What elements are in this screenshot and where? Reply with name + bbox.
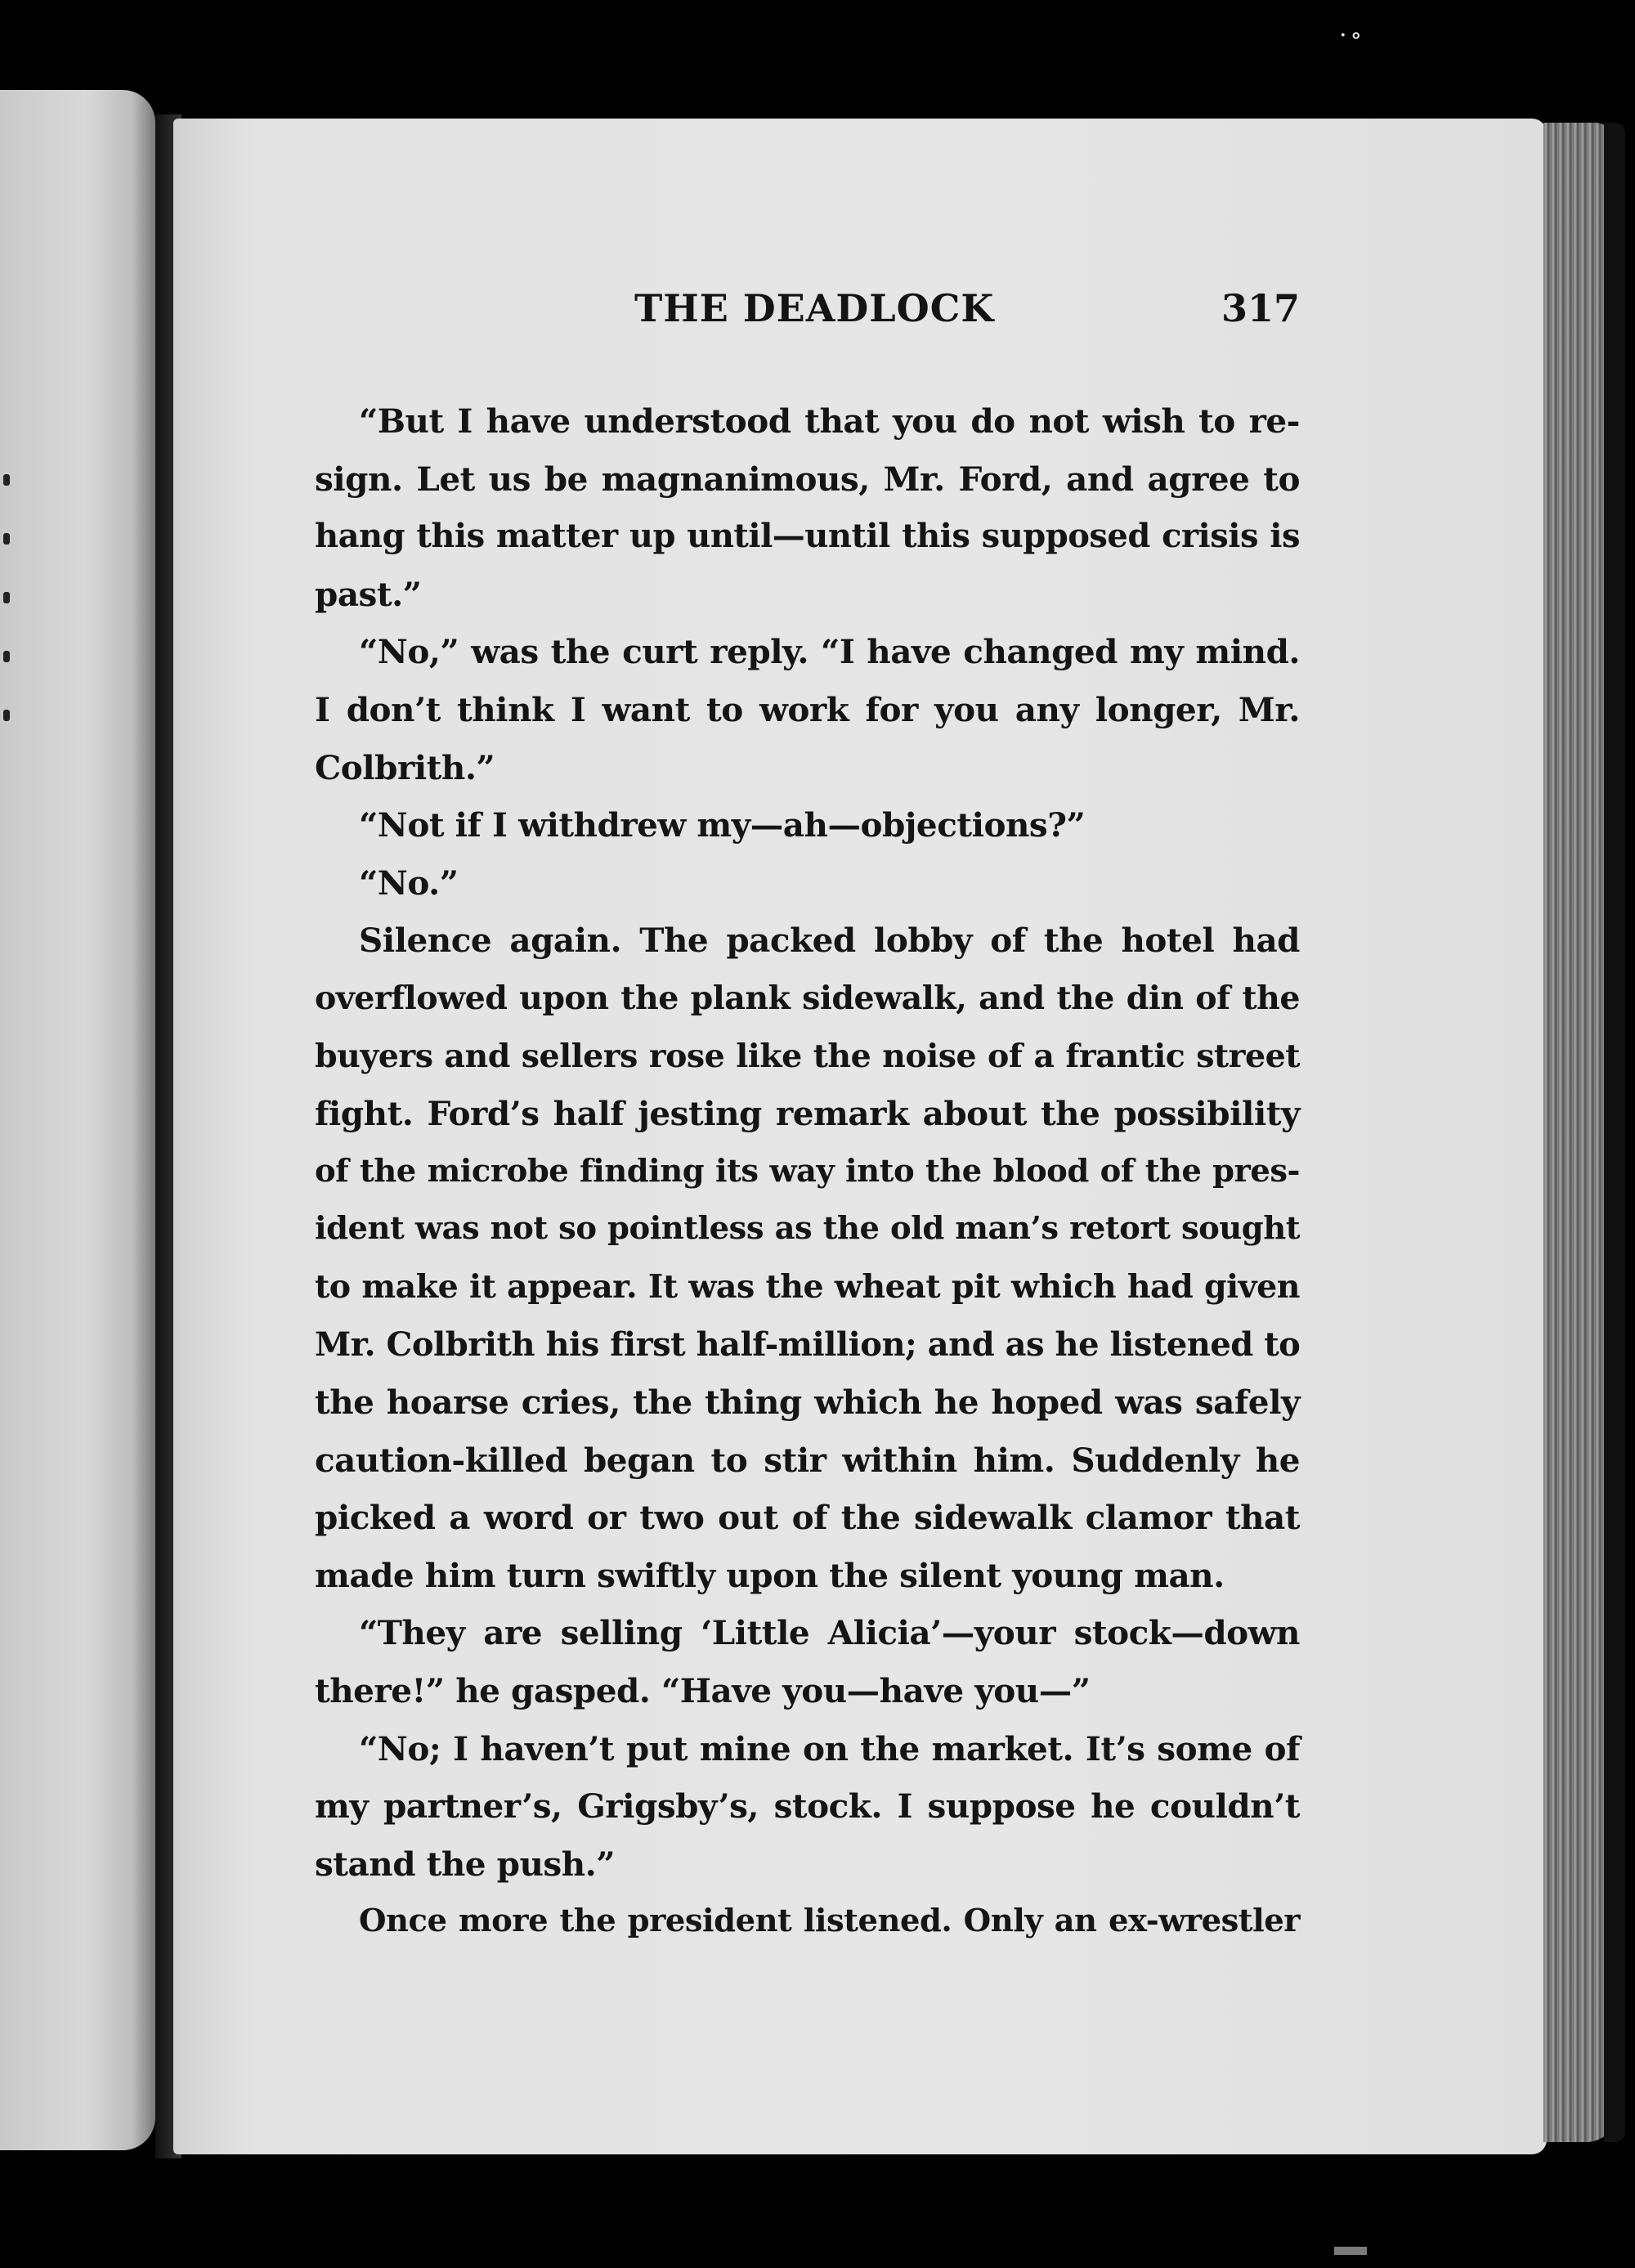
page-number: 317 [1221,286,1300,330]
text-line: I don’t think I want to work for you any longer, Mr. [315,689,1300,729]
text-line: there!” he gasped. “Have you—have you—” [315,1671,1091,1711]
text-line: ident was not so pointless as the old man’s retort sought [315,1210,1300,1248]
text-line: Mr. Colbrith his first half-million; and as he listened to [315,1324,1301,1364]
text-line: “But I have understood that you do not wish to re- [359,401,1300,441]
text-line: hang this matter up until—until this supposed crisis is [315,517,1300,556]
text-line: buyers and sellers rose like the noise of a frantic street [315,1037,1300,1075]
running-head-title: THE DEADLOCK [634,286,995,330]
text-line: Once more the president listened. Only an ex-wrestler [359,1903,1300,1940]
text-line: picked a word or two out of the sidewalk clamor that [315,1498,1300,1538]
text-line: sign. Let us be magnanimous, Mr. Ford, and agree to [315,459,1300,499]
facing-page-ink-marks [3,474,20,736]
text-line: caution-killed began to stir within him. Suddenly he [315,1440,1300,1480]
cover-edge [1604,123,1625,2142]
text-line: the hoarse cries, the thing which he hoped was safely [315,1383,1300,1423]
text-line: of the microbe finding its way into the blood of the pres- [315,1152,1300,1190]
text-line: past.” [315,574,422,614]
text-line: Silence again. The packed lobby of the hotel had [359,921,1300,961]
text-line: made him turn swiftly upon the silent young man. [315,1555,1225,1595]
text-line: “No,” was the curt reply. “I have changed my mind. [359,632,1300,672]
text-line: my partner’s, Grigsby’s, stock. I suppose he couldn’t [315,1786,1300,1827]
running-head [315,286,1300,343]
text-line: “No; I haven’t put mine on the market. It’s some of [359,1728,1300,1768]
text-line: Colbrith.” [315,747,495,787]
text-line: fight. Ford’s half jesting remark about the possibility [315,1094,1300,1134]
text-line: “Not if I withdrew my—ah—objections?” [359,805,1086,845]
facing-page-edge [0,90,155,2150]
text-line: overflowed upon the plank sidewalk, and the din of the [315,979,1300,1017]
text-line: stand the push.” [315,1844,616,1884]
text-line: “They are selling ‘Little Alicia’—your stock—down [359,1613,1300,1653]
body-text [315,392,1300,1951]
text-line: “No.” [359,863,459,903]
scan-speck-bottom [1334,2247,1367,2255]
scan-speck-top: ·∘ [1339,21,1366,50]
text-line: to make it appear. It was the wheat pit which had given [315,1267,1300,1306]
